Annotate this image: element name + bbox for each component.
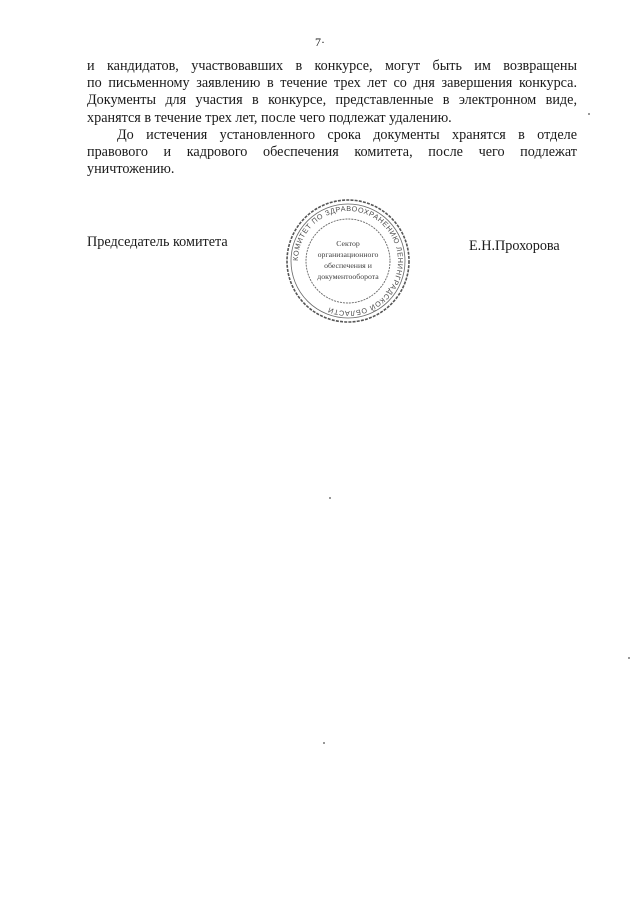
official-stamp [283,196,413,326]
paragraph-2 [87,127,577,179]
text-line: правового и кадрового обеспечения комитета, после чего подлежат [87,144,577,161]
body-text [87,58,577,178]
text-line: уничтожению. [87,161,175,178]
stamp-center-line: документооборота [317,272,379,281]
text-line: До истечения установленного срока документы хранятся в отделе [117,126,577,143]
text-line: Документы для участия в конкурсе, представленные в электронном виде, [87,92,577,109]
signature-role: Председатель комитета [87,234,228,250]
stamp-ring-text: КОМИТЕТ ПО ЗДРАВООХРАНЕНИЮ ЛЕНИНГРАДСКОЙ ОБЛАСТИ [290,203,406,319]
stamp-center-line: организационного [317,250,379,259]
text-line: по письменному заявлению в течение трех лет со дня завершения конкурса. [87,75,577,92]
signature-name: Е.Н.Прохорова [469,238,560,254]
text-line: и кандидатов, участвовавших в конкурсе, могут быть им возвращены [87,58,577,74]
scan-speck [628,657,630,659]
stamp-center-line: Сектор [336,239,360,248]
scan-speck [329,497,331,499]
stamp-seal [283,196,413,326]
scan-speck [323,742,325,744]
paragraph-1 [87,58,577,127]
text-line: хранятся в течение трех лет, после чего подлежат удалению. [87,109,452,126]
stamp-center-line: обеспечения и [324,261,372,270]
page-number: 7· [315,35,325,49]
scan-speck [588,113,590,115]
